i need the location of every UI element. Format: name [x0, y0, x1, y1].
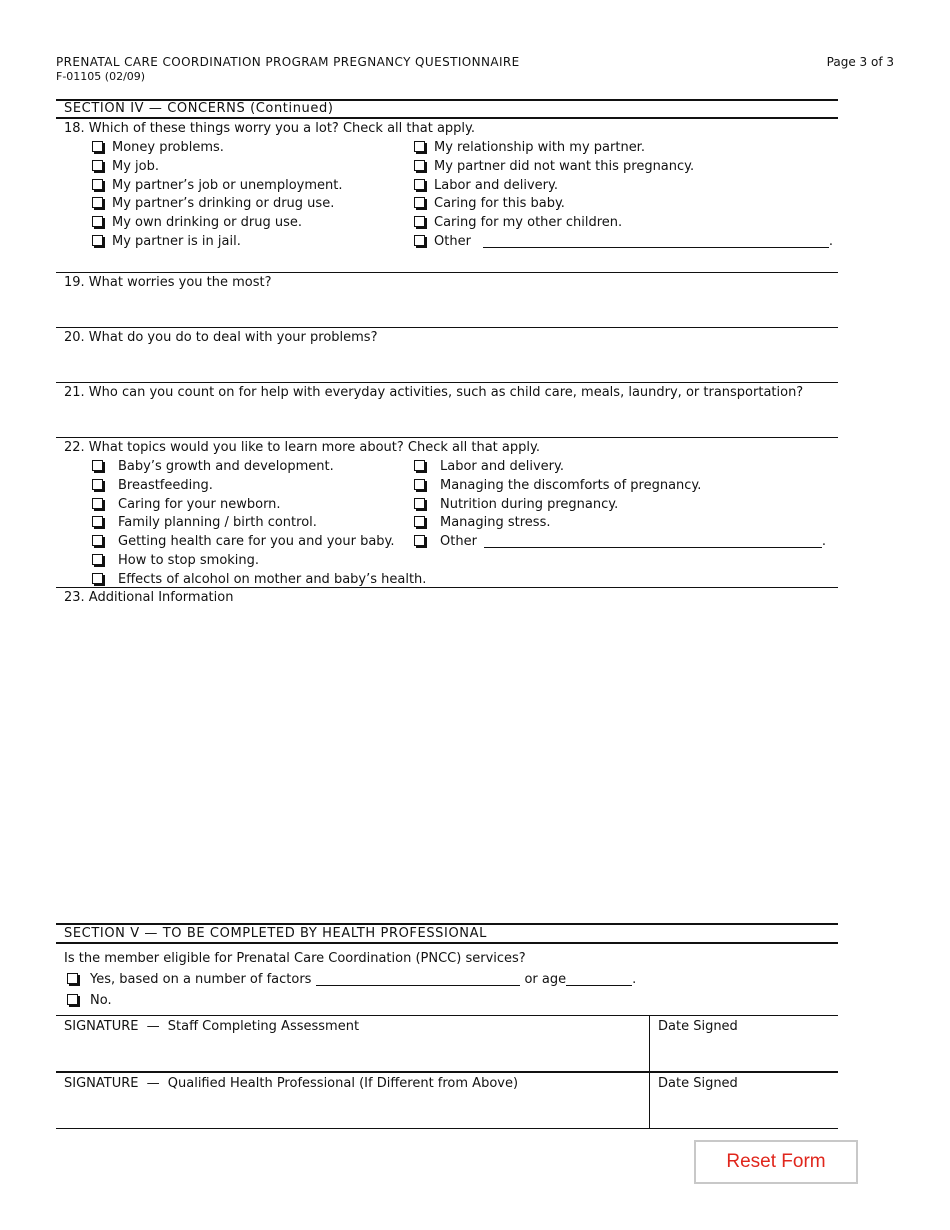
option-label: Labor and delivery.: [434, 177, 558, 193]
eligibility-question: Is the member eligible for Prenatal Care Coordination (PNCC) services?: [64, 951, 526, 966]
form-title: PRENATAL CARE COORDINATION PROGRAM PREGNANCY QUESTIONNAIRE: [56, 55, 520, 69]
checkbox-option: [92, 178, 342, 193]
form-number: F-01105 (02/09): [56, 70, 146, 83]
checkbox-option: [92, 234, 241, 249]
checkbox-option: [92, 478, 213, 493]
yes-label: Yes, based on a number of factors: [90, 972, 312, 987]
eligibility-no-option: [67, 993, 112, 1008]
signature-description: Qualified Health Professional (If Different from Above): [167, 1076, 519, 1091]
option-label: Nutrition during pregnancy.: [440, 496, 619, 512]
checkbox-option: [92, 534, 395, 549]
checkbox-option: [92, 459, 334, 474]
option-label: Effects of alcohol on mother and baby’s health.: [118, 571, 427, 587]
checkbox[interactable]: [92, 573, 103, 584]
reset-form-button[interactable]: Reset Form: [694, 1140, 858, 1184]
row-divider: [56, 437, 838, 438]
signature-staff-field[interactable]: SIGNATURE — Staff Completing Assessment: [64, 1019, 360, 1034]
row-divider: [56, 272, 838, 273]
row-divider: [56, 587, 838, 588]
date-signed-label: Date Signed: [658, 1019, 738, 1034]
q22-other-option: Other .: [414, 534, 826, 549]
section-divider: [56, 923, 838, 925]
column-divider: [649, 1072, 650, 1129]
page-number: Page 3 of 3: [826, 55, 894, 69]
option-label: Baby’s growth and development.: [118, 459, 334, 474]
question-20: 20. What do you do to deal with your problems?: [64, 330, 378, 345]
age-input-line[interactable]: [566, 973, 632, 986]
checkbox-option: [414, 196, 565, 211]
checkbox[interactable]: [92, 460, 103, 471]
checkbox[interactable]: [92, 160, 103, 171]
section-5-heading: SECTION V — TO BE COMPLETED BY HEALTH PROFESSIONAL: [64, 926, 487, 941]
question-19: 19. What worries you the most?: [64, 275, 272, 290]
checkbox[interactable]: [92, 535, 103, 546]
question-21: 21. Who can you count on for help with everyday activities, such as child care, meals, laundry, or transportation?: [64, 385, 804, 400]
checkbox[interactable]: [92, 216, 103, 227]
checkbox-option: [414, 140, 645, 155]
section-divider: [56, 117, 838, 119]
checkbox-option: [414, 178, 558, 193]
option-label: Managing the discomforts of pregnancy.: [440, 477, 702, 493]
section-4-heading: SECTION IV — CONCERNS (Continued): [64, 101, 334, 116]
checkbox-option: [92, 497, 281, 512]
row-divider: [56, 1071, 838, 1073]
option-label: Caring for this baby.: [434, 196, 565, 212]
factors-input-line[interactable]: [316, 973, 520, 986]
checkbox[interactable]: [92, 554, 103, 565]
other-input-line[interactable]: [483, 235, 829, 248]
checkbox[interactable]: [92, 197, 103, 208]
row-divider: [56, 382, 838, 383]
option-label: Getting health care for you and your baby.: [118, 534, 395, 550]
checkbox[interactable]: [414, 235, 425, 246]
eligibility-yes-option: Yes, based on a number of factors or age .: [67, 972, 636, 987]
checkbox[interactable]: [414, 197, 425, 208]
option-label: My job.: [112, 158, 159, 174]
option-label: My partner’s job or unemployment.: [112, 177, 343, 193]
option-label: Managing stress.: [440, 515, 551, 531]
checkbox[interactable]: [67, 994, 78, 1005]
checkbox-option: [414, 459, 564, 474]
checkbox-option: [92, 215, 302, 230]
checkbox[interactable]: [414, 179, 425, 190]
option-label: Labor and delivery.: [440, 459, 564, 474]
question-18: 18. Which of these things worry you a lot? Check all that apply.: [64, 121, 475, 136]
checkbox[interactable]: [414, 160, 425, 171]
checkbox[interactable]: [92, 141, 103, 152]
column-divider: [649, 1015, 650, 1072]
signature-label: SIGNATURE: [64, 1019, 139, 1034]
date-signed-staff-field[interactable]: [658, 1019, 738, 1034]
option-label: My own drinking or drug use.: [112, 215, 303, 231]
checkbox[interactable]: [414, 479, 425, 490]
checkbox-option: [92, 553, 259, 568]
checkbox-option: [92, 196, 334, 211]
checkbox[interactable]: [414, 498, 425, 509]
date-signed-professional-field[interactable]: [658, 1076, 738, 1091]
option-label: Caring for my other children.: [434, 215, 623, 231]
checkbox[interactable]: [414, 216, 425, 227]
checkbox-option: [92, 140, 224, 155]
checkbox-option: [92, 515, 317, 530]
checkbox[interactable]: [414, 516, 425, 527]
option-label: My partner’s drinking or drug use.: [112, 196, 335, 212]
row-divider: [56, 327, 838, 328]
checkbox[interactable]: [414, 535, 425, 546]
checkbox-option: [414, 497, 618, 512]
checkbox[interactable]: [414, 460, 425, 471]
checkbox[interactable]: [92, 235, 103, 246]
checkbox-option: [414, 215, 622, 230]
option-label: Family planning / birth control.: [118, 515, 317, 531]
age-label: or age: [524, 972, 567, 987]
date-signed-label: Date Signed: [658, 1076, 738, 1091]
q18-other-option: Other .: [414, 234, 833, 249]
question-23: 23. Additional Information: [64, 590, 234, 605]
section-divider: [56, 942, 838, 944]
option-label: How to stop smoking.: [118, 553, 260, 568]
checkbox-option: [92, 159, 159, 174]
no-label: No.: [90, 993, 112, 1008]
option-label: Money problems.: [112, 140, 224, 155]
signature-description: Staff Completing Assessment: [167, 1019, 360, 1034]
checkbox-option: [414, 478, 701, 493]
checkbox[interactable]: [92, 479, 103, 490]
other-input-line[interactable]: [484, 535, 822, 548]
option-label: My relationship with my partner.: [434, 140, 645, 155]
checkbox-option: [414, 159, 694, 174]
checkbox[interactable]: [67, 973, 78, 984]
checkbox[interactable]: [92, 179, 103, 190]
option-label: My partner is in jail.: [112, 234, 241, 249]
other-label: Other: [434, 234, 471, 249]
row-divider: [56, 1015, 838, 1016]
option-label: Breastfeeding.: [118, 477, 213, 493]
checkbox[interactable]: [92, 498, 103, 509]
checkbox[interactable]: [414, 141, 425, 152]
checkbox[interactable]: [92, 516, 103, 527]
other-label: Other: [440, 534, 477, 549]
question-22: 22. What topics would you like to learn more about? Check all that apply.: [64, 440, 540, 455]
signature-professional-field[interactable]: SIGNATURE — Qualified Health Professional (If Different from Above): [64, 1076, 519, 1091]
option-label: My partner did not want this pregnancy.: [434, 158, 695, 174]
signature-label: SIGNATURE: [64, 1076, 139, 1091]
checkbox-option: [414, 515, 550, 530]
checkbox-option: [92, 572, 426, 587]
row-divider: [56, 1128, 838, 1129]
option-label: Caring for your newborn.: [118, 496, 281, 512]
